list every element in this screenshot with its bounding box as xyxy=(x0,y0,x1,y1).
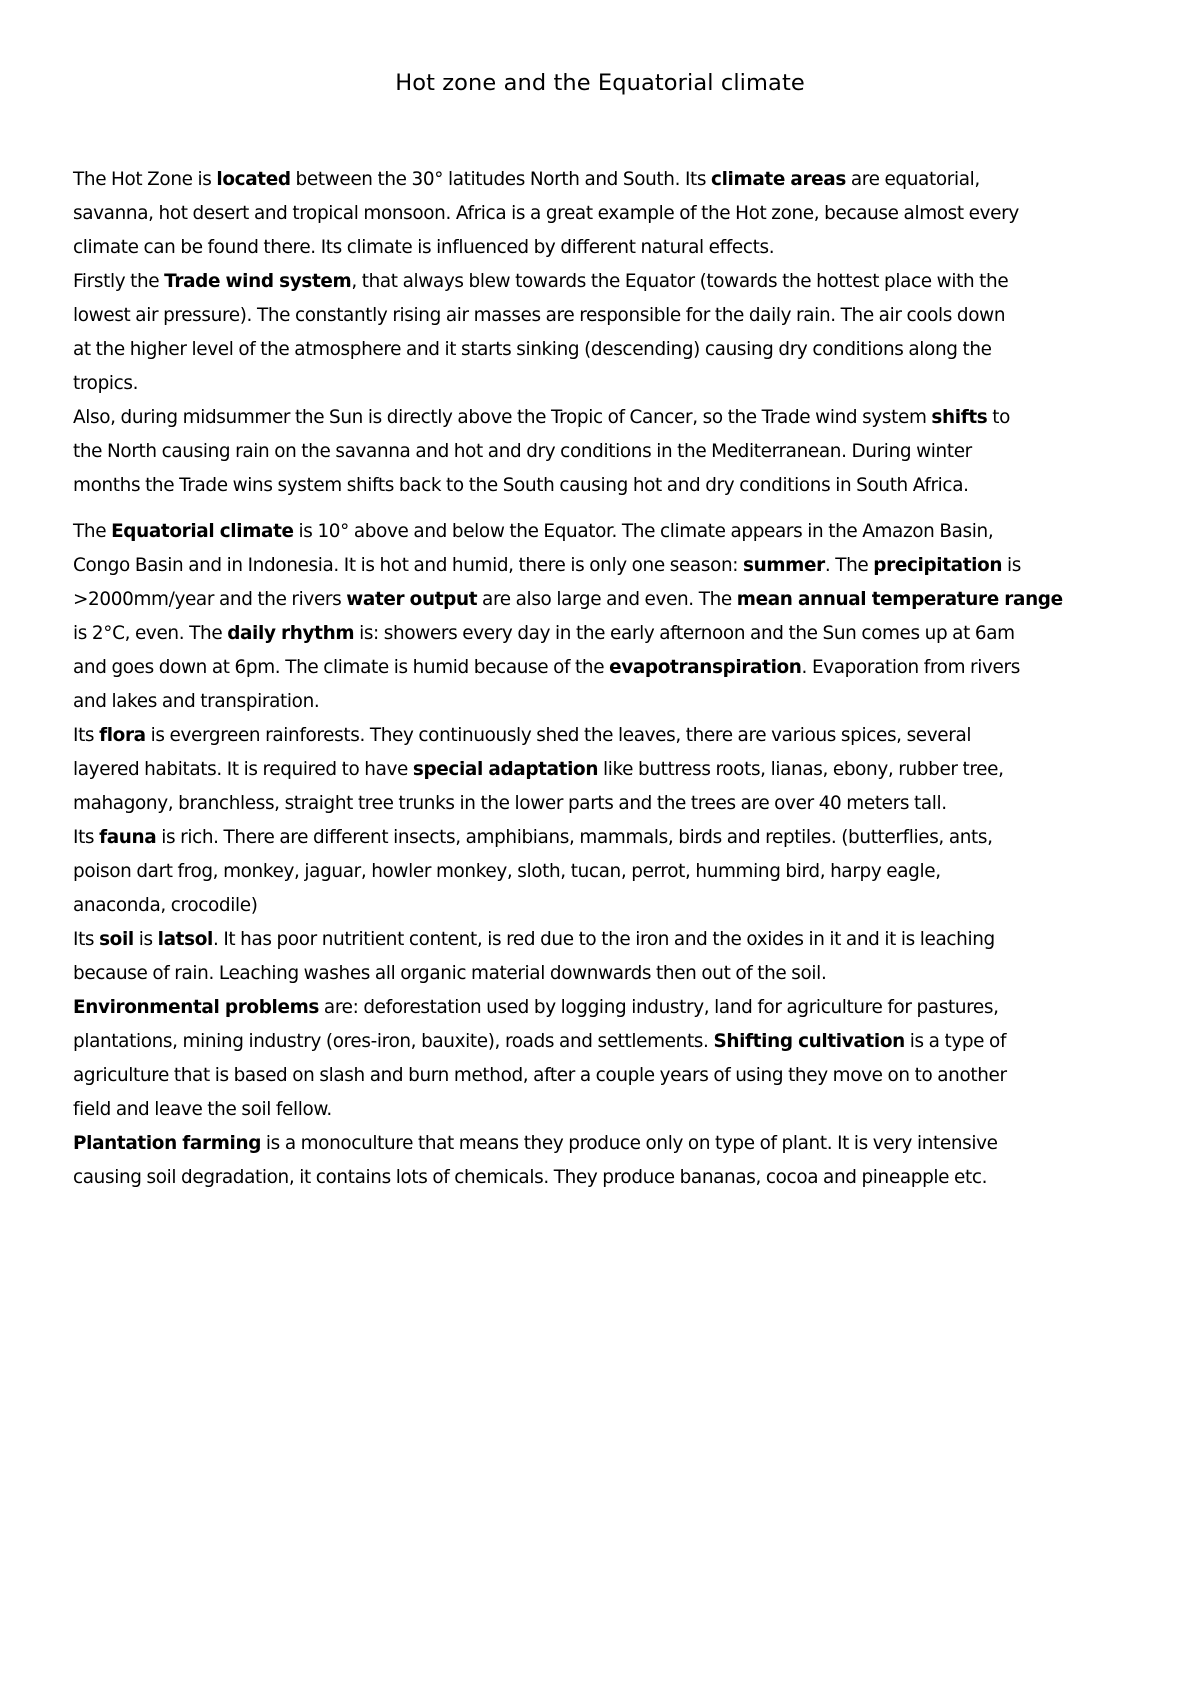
text-line xyxy=(73,231,1145,265)
text-run: lowest air pressure). The constantly rising air masses are responsible for the daily rain. The air cools down xyxy=(73,305,1006,326)
text-line xyxy=(73,367,1145,401)
paragraph xyxy=(73,719,1145,821)
paragraph xyxy=(73,515,1145,719)
text-line xyxy=(73,991,1145,1025)
text-run: Congo Basin and in Indonesia. It is hot and humid, there is only one season: xyxy=(73,555,744,576)
text-line xyxy=(73,197,1145,231)
text-line xyxy=(73,435,1145,469)
text-line xyxy=(73,889,1145,923)
bold-term: summer xyxy=(743,555,825,576)
bold-term: precipitation xyxy=(873,555,1003,576)
text-run: to xyxy=(987,407,1011,428)
text-line xyxy=(73,685,1145,719)
text-line xyxy=(73,923,1145,957)
bold-term: water output xyxy=(346,589,478,610)
bold-term: latsol xyxy=(157,929,213,950)
text-run: the North causing rain on the savanna and hot and dry conditions in the Mediterranean. During winter xyxy=(73,441,972,462)
text-run: is 10° above and below the Equator. The climate appears in the Amazon Basin, xyxy=(293,521,994,542)
text-line xyxy=(73,515,1145,549)
bold-term: Shifting cultivation xyxy=(713,1031,905,1052)
text-run: Its xyxy=(73,929,100,950)
text-run: is a type of xyxy=(904,1031,1007,1052)
text-line xyxy=(73,1093,1145,1127)
paragraph xyxy=(73,265,1145,401)
bold-term: Trade wind system xyxy=(164,271,352,292)
text-run: poison dart frog, monkey, jaguar, howler monkey, sloth, tucan, perrot, humming bird, harpy eagle, xyxy=(73,861,941,882)
text-line xyxy=(73,719,1145,753)
text-line xyxy=(73,549,1145,583)
text-run: Also, during midsummer the Sun is directly above the Tropic of Cancer, so the Trade wind system xyxy=(73,407,932,428)
bold-term: mean annual temperature range xyxy=(736,589,1063,610)
text-run: because of rain. Leaching washes all organic material downwards then out of the soil. xyxy=(73,963,827,984)
paragraph xyxy=(73,821,1145,923)
text-run: is xyxy=(1002,555,1022,576)
text-run: >2000mm/year and the rivers xyxy=(73,589,347,610)
bold-term: special adaptation xyxy=(412,759,599,780)
text-run: mahagony, branchless, straight tree trunks in the lower parts and the trees are over 40 meters tall. xyxy=(73,793,947,814)
paragraph xyxy=(73,923,1145,991)
bold-term: Environmental problems xyxy=(73,997,319,1018)
document-body xyxy=(73,163,1145,1195)
text-line xyxy=(73,265,1145,299)
text-run: Firstly the xyxy=(73,271,165,292)
text-line xyxy=(73,821,1145,855)
text-run: , that always blew towards the Equator (towards the hottest place with the xyxy=(351,271,1009,292)
text-run: tropics. xyxy=(73,373,139,394)
text-run: are equatorial, xyxy=(845,169,980,190)
text-run: . Evaporation from rivers xyxy=(801,657,1020,678)
text-run: between the 30° latitudes North and South. Its xyxy=(290,169,712,190)
text-run: savanna, hot desert and tropical monsoon. Africa is a great example of the Hot zone, because almost every xyxy=(73,203,1019,224)
text-run: is 2°C, even. The xyxy=(73,623,228,644)
text-run: The Hot Zone is xyxy=(73,169,217,190)
document-title: Hot zone and the Equatorial climate xyxy=(395,70,805,96)
paragraph xyxy=(73,1127,1145,1195)
text-line xyxy=(73,651,1145,685)
bold-term: fauna xyxy=(99,827,157,848)
text-run: are: deforestation used by logging industry, land for agriculture for pastures, xyxy=(319,997,999,1018)
bold-term: located xyxy=(216,169,291,190)
text-line xyxy=(73,401,1145,435)
text-run: like buttress roots, lianas, ebony, rubber tree, xyxy=(598,759,1004,780)
paragraph xyxy=(73,163,1145,265)
text-line xyxy=(73,163,1145,197)
bold-term: evapotranspiration xyxy=(609,657,802,678)
text-run: field and leave the soil fellow. xyxy=(73,1099,332,1120)
text-run: The xyxy=(73,521,112,542)
text-run: is xyxy=(133,929,158,950)
text-line xyxy=(73,957,1145,991)
text-run: climate can be found there. Its climate is influenced by different natural effects. xyxy=(73,237,775,258)
text-run: plantations, mining industry (ores-iron, bauxite), roads and settlements. xyxy=(73,1031,714,1052)
bold-term: daily rhythm xyxy=(227,623,355,644)
text-run: . The xyxy=(824,555,874,576)
text-line xyxy=(73,333,1145,367)
text-run: months the Trade wins system shifts back to the South causing hot and dry conditions in South Africa. xyxy=(73,475,969,496)
bold-term: flora xyxy=(99,725,146,746)
text-run: is a monoculture that means they produce only on type of plant. It is very intensive xyxy=(261,1133,998,1154)
text-run: anaconda, crocodile) xyxy=(73,895,258,916)
text-run: causing soil degradation, it contains lots of chemicals. They produce bananas, cocoa and pineapple etc. xyxy=(73,1167,988,1188)
text-line xyxy=(73,1127,1145,1161)
bold-term: Plantation farming xyxy=(73,1133,262,1154)
bold-term: climate areas xyxy=(711,169,846,190)
text-run: agriculture that is based on slash and burn method, after a couple years of using they move on to another xyxy=(73,1065,1007,1086)
text-run: are also large and even. The xyxy=(477,589,737,610)
paragraph xyxy=(73,991,1145,1127)
text-run: layered habitats. It is required to have xyxy=(73,759,413,780)
paragraph xyxy=(73,401,1145,503)
text-run: is rich. There are different insects, amphibians, mammals, birds and reptiles. (butterflies, ants, xyxy=(156,827,993,848)
text-line xyxy=(73,1025,1145,1059)
text-line xyxy=(73,299,1145,333)
text-run: is evergreen rainforests. They continuously shed the leaves, there are various spices, several xyxy=(145,725,972,746)
text-line xyxy=(73,787,1145,821)
text-run: Its xyxy=(73,827,100,848)
text-run: at the higher level of the atmosphere and it starts sinking (descending) causing dry conditions along the xyxy=(73,339,992,360)
text-run: and goes down at 6pm. The climate is humid because of the xyxy=(73,657,610,678)
text-line xyxy=(73,753,1145,787)
text-run: is: showers every day in the early afternoon and the Sun comes up at 6am xyxy=(354,623,1015,644)
bold-term: Equatorial climate xyxy=(111,521,294,542)
bold-term: shifts xyxy=(931,407,988,428)
text-line xyxy=(73,1059,1145,1093)
text-run: . It has poor nutritient content, is red due to the iron and the oxides in it and it is leaching xyxy=(212,929,995,950)
text-line xyxy=(73,583,1145,617)
text-line xyxy=(73,617,1145,651)
text-run: Its xyxy=(73,725,100,746)
bold-term: soil xyxy=(99,929,134,950)
text-run: and lakes and transpiration. xyxy=(73,691,320,712)
text-line xyxy=(73,469,1145,503)
text-line xyxy=(73,855,1145,889)
text-line xyxy=(73,1161,1145,1195)
